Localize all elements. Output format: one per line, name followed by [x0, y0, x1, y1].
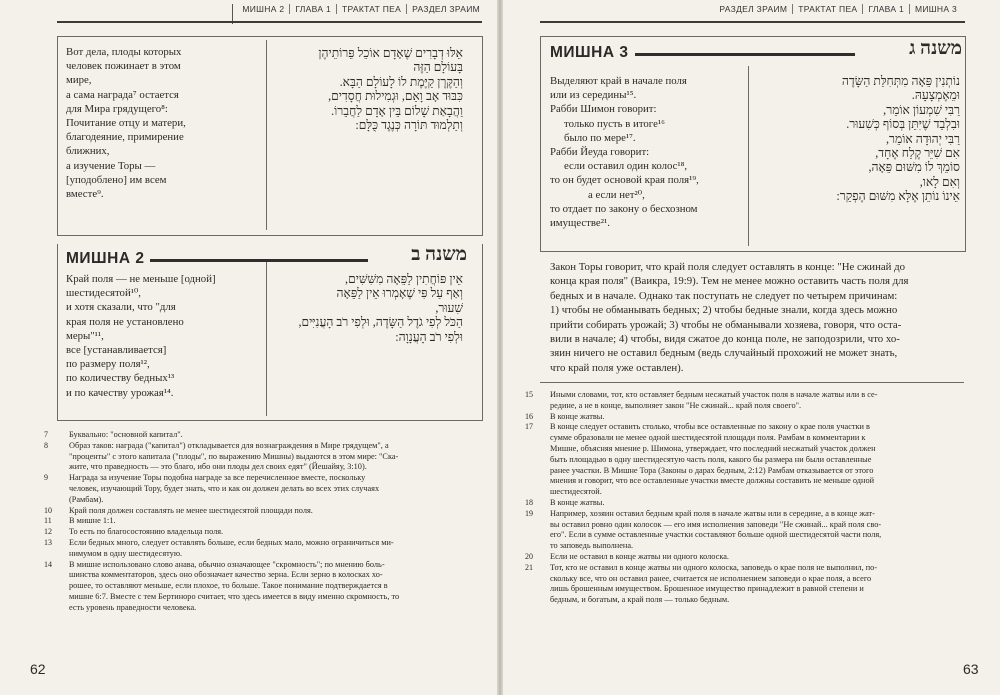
- text-line: Вот дела, плоды которых: [66, 46, 182, 58]
- mishna3-heading: МИШНА 3: [550, 44, 629, 61]
- page-number: 62: [30, 661, 46, 677]
- running-head-item: ГЛАВА 1: [289, 4, 336, 14]
- footnote: [525, 412, 969, 423]
- hebrew-line: אֵלּוּ דְבָרִים שֶׁאָדָם אוֹכֵל פֵּרוֹתֵיהֶן: [318, 46, 463, 60]
- column-divider: [748, 66, 749, 246]
- footnote-rule: [540, 382, 964, 383]
- footnote: [525, 422, 969, 498]
- commentary-line: что край поля уже оставлен).: [550, 361, 684, 374]
- mishna3-hebrew: [836, 74, 960, 204]
- text-line: имуществе²¹.: [550, 217, 610, 230]
- text-line: ближних,: [66, 145, 110, 158]
- text-line: меры"¹¹,: [66, 329, 104, 342]
- footnote-line: Например, хозяин оставил бедным край поля в начале жатвы или в середине, а в конце жат-: [550, 508, 875, 518]
- hebrew-line: וּמֵאֶמְצָעָהּ.: [911, 88, 960, 103]
- text-line: Край поля — не меньше [одной]: [66, 273, 216, 285]
- commentary: [550, 260, 909, 375]
- footnote-number: 9: [44, 473, 48, 483]
- text-line: все [устанавливается]: [66, 344, 167, 357]
- text-line: по размеру поля¹²,: [66, 358, 150, 371]
- footnote: [525, 509, 969, 552]
- footnote-number: 10: [44, 505, 52, 515]
- hebrew-line: אִם שִׁיֵּר קֶלַח אֶחָד,: [875, 146, 960, 161]
- text-line: было по мере¹⁷.: [564, 131, 636, 144]
- text-line: края поля не установлено: [66, 315, 184, 328]
- footnote-line: есть уровень праведности человека.: [69, 602, 197, 612]
- footnote-number: 16: [525, 411, 533, 421]
- text-line: только пусть в итоге¹⁶: [564, 117, 665, 130]
- text-line: для Мира грядущего⁸:: [66, 102, 168, 115]
- text-line: Выделяют край в начале поля: [550, 75, 687, 87]
- left-page: [0, 0, 497, 695]
- footnote-number: 13: [44, 537, 52, 547]
- footnote: [44, 441, 484, 473]
- top-rule: [540, 21, 965, 23]
- footnote: [525, 390, 969, 412]
- footnotes: [525, 390, 969, 606]
- mishna1-hebrew: [318, 46, 463, 132]
- mishna2-hebrew: [298, 272, 463, 344]
- footnote-number: 15: [525, 390, 533, 399]
- heading-bar: [635, 53, 855, 56]
- footnote-number: 11: [44, 516, 52, 526]
- text-line: вместе⁹.: [66, 188, 104, 201]
- running-head-item: МИШНА 3: [909, 4, 962, 14]
- hebrew-line: רַבִּי יְהוּדָה אוֹמֵר,: [885, 131, 960, 146]
- column-divider: [266, 40, 267, 230]
- commentary-line: 1) чтобы не обманывать бедных; 2) чтобы бедные знали, когда здесь можно: [550, 304, 898, 317]
- text-line: а изучение Торы —: [66, 159, 156, 172]
- footnote-line: Иными словами, тот, кто оставляет бедным несжатый участок поля в начале жатвы или в се-: [550, 390, 878, 399]
- mishna1-russian: [66, 45, 186, 201]
- footnote-line: жите, что праведность — это благо, ибо они плоды дел своих едят" (Йешайяу, 3:10).: [69, 462, 367, 472]
- text-line: то он будет основой края поля¹⁹,: [550, 174, 699, 187]
- footnote: [44, 516, 484, 527]
- hebrew-line: וְתַלְמוּד תּוֹרָה כְּנֶגֶד כֻּלָּם:: [355, 118, 463, 133]
- footnote-line: Тот, кто не оставил в конце жатвы ни одного колоска, заповедь о крае поля не выполнил, по-: [550, 562, 878, 572]
- footnote-line: (Рамбам).: [69, 494, 104, 504]
- footnote-line: Образ таков: награда ("капитал") откладывается для вознаграждения в Мире грядущем", а: [69, 440, 389, 450]
- footnote: [44, 527, 484, 538]
- text-line: то отдает по закону о бесхозном: [550, 202, 698, 215]
- footnote-number: 8: [44, 440, 48, 450]
- text-line: шестидесятой¹⁰,: [66, 287, 141, 300]
- hebrew-line: וּבִלְבַד שֶׁיִּתֵּן בְּסוֹף כְּשִׁעוּר.: [846, 117, 960, 132]
- footnote-line: В мишне 1:1.: [69, 516, 116, 526]
- footnote-line: рошее, то оставляют меньше, если плохое, то больше. Такое понимание подтверждается в: [69, 581, 388, 591]
- hebrew-line: אֵינוֹ נוֹתֵן אֶלָּא מִשּׁוּם הֶפְקֵר:: [836, 189, 960, 204]
- footnote: [44, 560, 484, 614]
- text-line: а сама награда⁷ остается: [66, 88, 179, 101]
- footnote: [525, 498, 969, 509]
- mishna3-russian: [550, 74, 699, 230]
- mishna3-heading-hebrew: משנה ג: [909, 38, 962, 59]
- running-head-item: ТРАКТАТ ПЕА: [792, 4, 862, 14]
- footnote-number: 21: [525, 562, 533, 572]
- footnote-number: 18: [525, 497, 533, 507]
- text-line: и хотя сказали, что "для: [66, 301, 176, 314]
- text-line: мире,: [66, 74, 92, 87]
- footnote-line: вы оставил ровно один колосок — его имя исполнения заповеди "Не сжинай... край поля сво-: [550, 519, 882, 529]
- footnote-line: мишне 6:7. Вместе с тем Бертиноро считает, что здесь имеется в виду именно скромность, то: [69, 591, 400, 601]
- hebrew-line: בָּעוֹלָם הַזֶּה: [413, 60, 463, 75]
- hebrew-line: וַהֲבָאַת שָׁלוֹם בֵּין אָדָם לַחֲבֵרוֹ.: [331, 103, 463, 118]
- footnote: [44, 473, 484, 505]
- text-line: если оставил один колос¹⁸,: [564, 160, 688, 173]
- footnote-line: "проценты" с этого капитала ("плоды", по выражению Мишны) выдаются в этом мире: "Ска-: [69, 451, 399, 461]
- hebrew-line: כִּבּוּד אָב וָאֵם, וּגְמִילוּת חֲסָדִים,: [328, 89, 463, 104]
- footnote-number: 7: [44, 430, 48, 439]
- footnote-line: В конце жатвы.: [550, 497, 605, 507]
- footnote-number: 12: [44, 527, 52, 537]
- footnote-line: В мишне использовано слово анава, обычно означающее "скромность"; по мнению боль-: [69, 559, 385, 569]
- running-head-item: РАЗДЕЛ ЗРАИМ: [406, 4, 485, 14]
- running-head-item: РАЗДЕЛ ЗРАИМ: [719, 4, 788, 14]
- footnote-line: Если бедных много, следует оставлять больше, если бедных мало, можно ограничиться ми-: [69, 537, 394, 547]
- footnote: [525, 552, 969, 563]
- text-line: и по качеству урожая¹⁴.: [66, 386, 174, 399]
- hebrew-line: שִׁעוּר,: [435, 300, 463, 315]
- hebrew-line: נוֹתְנִין פֵּאָה מִתְּחִלַּת הַשָּׂדֶה: [841, 74, 960, 88]
- hebrew-line: סוֹמֵךְ לוֹ מִשּׁוּם פֵּאָה,: [868, 160, 960, 175]
- text-line: или из середины¹⁵.: [550, 89, 637, 102]
- text-line: человек пожинает в этом: [66, 60, 181, 73]
- footnote-line: редине, а не в конце, выполняет закон "Не сжинай... край поля своего".: [550, 400, 802, 410]
- footnote-line: мнения и говорит, что все оставленные участки вместе должны составить не меньше одной: [550, 476, 875, 486]
- footnote: [44, 506, 484, 517]
- footnote-line: Мишне, объясняя мнение р. Шимона, утверждает, что последний несжатый участок должен: [550, 443, 876, 453]
- footnote-line: человек, изучающий Тору, будет знать, что и как он должен делать во всех этих случаях: [69, 483, 380, 493]
- footnote-line: шестидесятой.: [550, 487, 602, 497]
- footnote-number: 17: [525, 422, 533, 432]
- commentary-line: бедных и в начале. Однако так поступать не следует по четырем причинам:: [550, 289, 898, 302]
- commentary-line: вили в начале; 4) чтобы, видя сжатое до конца поле, не заподозрили, что хо-: [550, 333, 900, 346]
- column-divider: [266, 262, 267, 416]
- mishna2-heading-hebrew: משנה ב: [411, 244, 467, 265]
- footnote-line: бедным, и богатым, а край поля — только бедным.: [550, 595, 730, 605]
- hebrew-line: וְאִם לָאו,: [919, 174, 960, 189]
- hebrew-line: וְהַקֶּרֶן קַיֶּמֶת לוֹ לָעוֹלָם הַבָּא.: [339, 74, 463, 89]
- footnote-line: ранее участки. В Мишне Тора (Законы о дарах бедным, 2:12) Рамбам отказывается от этого: [550, 465, 874, 475]
- footnote-line: сумме образовали не менее одной шестидесятой площади поля. Рамбам в комментарии к: [550, 433, 866, 443]
- footnote: [44, 538, 484, 560]
- running-head-item: ГЛАВА 1: [862, 4, 909, 14]
- mishna2-heading: МИШНА 2: [66, 250, 145, 267]
- footnote-line: шинства комментаторов, здесь оно обозначает качество зерна. Если зерно в колосках хо-: [69, 570, 383, 580]
- footnote-line: скольку все, что он оставил ранее, считается не исполнением заповеди о крае поля, а всего: [550, 573, 872, 583]
- footnote-line: быть площадью в одну шестидесятую часть поля, какого бы размера ни были оставленные: [550, 454, 872, 464]
- footnote: [525, 563, 969, 606]
- text-line: Рабби Йеуда говорит:: [550, 146, 650, 159]
- commentary-line: зяин ничего не оставил бедным (ведь случайный прохожий не может знать,: [550, 347, 898, 360]
- footnote-line: В конце следует оставить столько, чтобы все оставленные по закону о крае поля участки в: [550, 422, 870, 432]
- running-head-item: МИШНА 2: [242, 4, 285, 14]
- top-rule: [57, 21, 482, 23]
- footnote: [44, 430, 484, 441]
- text-line: [уподоблено] им всем: [66, 173, 167, 186]
- footnote-number: 19: [525, 508, 533, 518]
- commentary-line: конца края поля" (Ваикра, 19:9). Тем не менее можно оставить часть поля для: [550, 275, 909, 288]
- hebrew-line: הַכֹּל לְפִי גֹדֶל הַשָּׂדֶה, וּלְפִי רֹב הָעֲנִיִּים,: [298, 315, 463, 330]
- footnote-line: то заповедь выполнена.: [550, 541, 634, 551]
- commentary-line: Закон Торы говорит, что край поля следует оставлять в конце: "Не сжинай до: [550, 261, 906, 273]
- right-page: [503, 0, 1000, 695]
- footnote-line: нимумом в одну шестидесятую.: [69, 548, 183, 558]
- footnote-line: Если не оставил в конце жатвы ни одного колоска.: [550, 551, 729, 561]
- text-line: благодеяние, примирение: [66, 131, 184, 144]
- footnote-line: лишь брошенным имуществом. Брошенное имущество принадлежит в равной степени и: [550, 584, 864, 594]
- text-line: по количеству бедных¹³: [66, 372, 175, 385]
- hebrew-line: אֵין פּוֹחֲתִין לַפֵּאָה מִשִּׁשִּׁים,: [345, 272, 463, 286]
- running-head-item: ТРАКТАТ ПЕА: [336, 4, 406, 14]
- text-line: Рабби Шимон говорит:: [550, 103, 657, 116]
- footnote-number: 20: [525, 551, 533, 561]
- footnote-line: Буквально: "основной капитал".: [69, 430, 183, 439]
- footnote-line: Награда за изучение Торы подобна награде за все перечисленное вместе, поскольку: [69, 473, 366, 483]
- commentary-line: прийти собирать урожай; 3) чтобы не обманывали хозяева, говоря, что оста-: [550, 318, 902, 331]
- footnotes: [44, 430, 484, 614]
- text-line: а если нет²⁰,: [588, 188, 645, 201]
- page-number: 63: [963, 661, 979, 677]
- mishna2-russian: [66, 272, 216, 400]
- hebrew-line: רַבִּי שִׁמְעוֹן אוֹמֵר,: [883, 102, 960, 117]
- hebrew-line: וּלְפִי רֹב הָעֲנָוָה:: [395, 329, 463, 344]
- footnote-line: В конце жатвы.: [550, 411, 605, 421]
- footnote-number: 14: [44, 559, 52, 569]
- text-line: Почитание отцу и матери,: [66, 117, 186, 130]
- footnote-line: его". Если в сумме оставленные участки составляют больше одной шестидесятой части поля,: [550, 530, 882, 540]
- footnote-line: Край поля должен составлять не менее шестидесятой площади поля.: [69, 505, 313, 515]
- hebrew-line: וְאַף עַל פִּי שֶׁאָמְרוּ אֵין לַפֵּאָה: [336, 286, 463, 301]
- footnote-line: То есть по благосостоянию владельца поля.: [69, 527, 224, 537]
